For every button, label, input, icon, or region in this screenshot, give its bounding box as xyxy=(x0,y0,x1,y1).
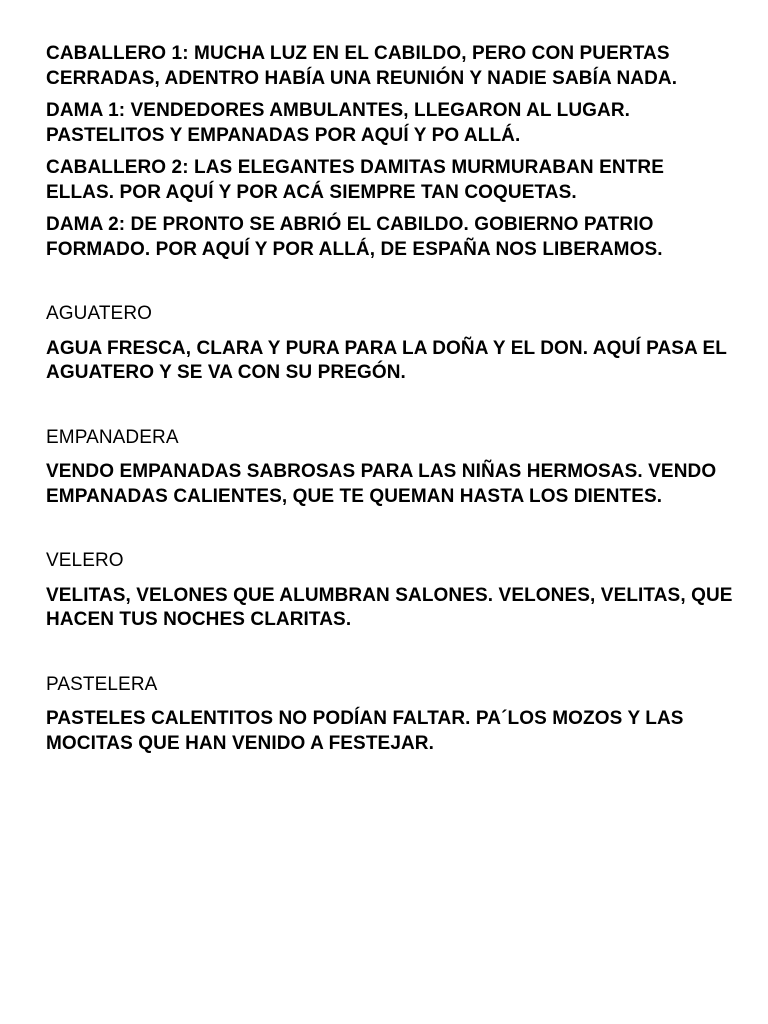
role-heading: VELERO xyxy=(46,550,124,571)
section-pastelera xyxy=(46,673,736,757)
role-verse: AGUA FRESCA, CLARA Y PURA PARA LA DOÑA Y EL DON. AQUÍ PASA EL AGUATERO Y SE VA CON SU PREGÓN. xyxy=(46,337,727,383)
role-verse: VELITAS, VELONES QUE ALUMBRAN SALONES. VELONES, VELITAS, QUE HACEN TUS NOCHES CLARITAS. xyxy=(46,584,733,630)
role-verse: PASTELES CALENTITOS NO PODÍAN FALTAR. PA´LOS MOZOS Y LAS MOCITAS QUE HAN VENIDO A FESTEJAR. xyxy=(46,708,684,754)
dialogue-line-caballero-2: CABALLERO 2: LAS ELEGANTES DAMITAS MURMURABAN ENTRE ELLAS. POR AQUÍ Y POR ACÁ SIEMPRE TAN COQUETAS. xyxy=(46,157,665,203)
dialogue-line-caballero-1: CABALLERO 1: MUCHA LUZ EN EL CABILDO, PERO CON PUERTAS CERRADAS, ADENTRO HABÍA UNA REUNIÓN Y NADIE SABÍA NADA. xyxy=(46,43,678,89)
section-velero xyxy=(46,549,736,633)
section-aguatero xyxy=(46,302,736,386)
role-heading: EMPANADERA xyxy=(46,426,179,448)
section-empanadera xyxy=(46,426,736,510)
dialogue-line-dama-1: DAMA 1: VENDEDORES AMBULANTES, LLEGARON AL LUGAR. PASTELITOS Y EMPANADAS POR AQUÍ Y PO ALLÁ. xyxy=(46,100,631,146)
role-verse: VENDO EMPANADAS SABROSAS PARA LAS NIÑAS HERMOSAS. VENDO EMPANADAS CALIENTES, QUE TE QUEMAN HASTA LOS DIENTES. xyxy=(46,461,717,507)
role-heading: PASTELERA xyxy=(46,673,158,695)
role-heading: AGUATERO xyxy=(46,303,153,324)
dialogue-block xyxy=(46,42,736,262)
document-page xyxy=(46,42,736,756)
dialogue-line-dama-2: DAMA 2: DE PRONTO SE ABRIÓ EL CABILDO. GOBIERNO PATRIO FORMADO. POR AQUÍ Y POR ALLÁ, DE ESPAÑA NOS LIBERAMOS. xyxy=(46,214,663,260)
